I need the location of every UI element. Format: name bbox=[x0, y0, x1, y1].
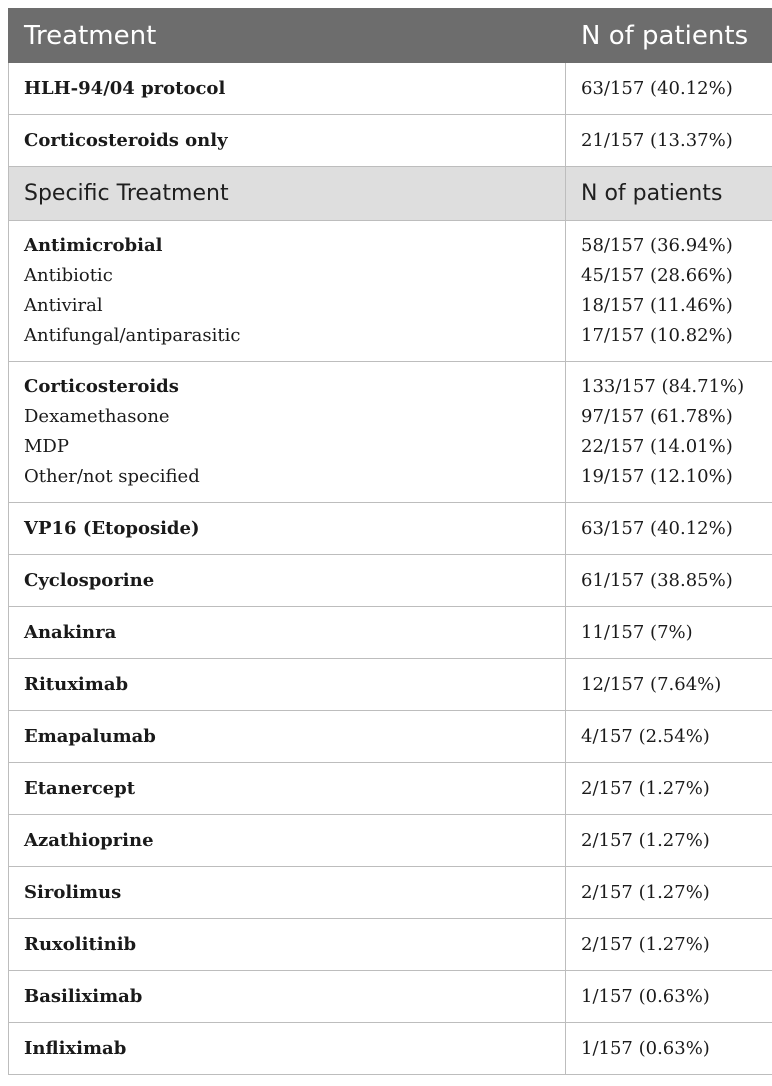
row-label: Cyclosporine bbox=[9, 555, 566, 607]
row-label: Rituximab bbox=[9, 659, 566, 711]
row-label: Ruxolitinib bbox=[9, 919, 566, 971]
row-label: Etanercept bbox=[9, 763, 566, 815]
table-row bbox=[9, 971, 772, 1023]
row-label: Sirolimus bbox=[9, 867, 566, 919]
group-title-value: 133/157 (84.71%) bbox=[581, 376, 745, 397]
header-n-patients: N of patients bbox=[566, 167, 772, 221]
row-label: Azathioprine bbox=[9, 815, 566, 867]
header-n-patients: N of patients bbox=[566, 9, 772, 63]
table-header-row bbox=[9, 9, 772, 63]
group-title: Corticosteroids bbox=[24, 376, 179, 397]
antimicrobial-group-row bbox=[9, 221, 772, 362]
table-row bbox=[9, 659, 772, 711]
row-label: HLH-94/04 protocol bbox=[9, 63, 566, 115]
row-value: 1/157 (0.63%) bbox=[566, 971, 772, 1023]
row-value: 4/157 (2.54%) bbox=[566, 711, 772, 763]
table-row bbox=[9, 867, 772, 919]
row-value: 21/157 (13.37%) bbox=[566, 115, 772, 167]
treatment-table bbox=[8, 8, 772, 1075]
row-value: 2/157 (1.27%) bbox=[566, 867, 772, 919]
group-item-label: Antifungal/antiparasitic bbox=[24, 325, 241, 346]
group-item-value: 22/157 (14.01%) bbox=[581, 436, 733, 457]
row-value: 63/157 (40.12%) bbox=[566, 63, 772, 115]
table-row bbox=[9, 711, 772, 763]
group-item-value: 17/157 (10.82%) bbox=[581, 325, 733, 346]
group-item-value: 19/157 (12.10%) bbox=[581, 466, 733, 487]
group-item-value: 45/157 (28.66%) bbox=[581, 265, 733, 286]
row-value: 63/157 (40.12%) bbox=[566, 503, 772, 555]
table-row bbox=[9, 115, 772, 167]
group-item-label: Dexamethasone bbox=[24, 406, 170, 427]
row-value: 2/157 (1.27%) bbox=[566, 919, 772, 971]
group-item-label: Antibiotic bbox=[24, 265, 113, 286]
group-item-label: MDP bbox=[24, 436, 69, 457]
row-label: VP16 (Etoposide) bbox=[9, 503, 566, 555]
group-title-value: 58/157 (36.94%) bbox=[581, 235, 733, 256]
table-row bbox=[9, 1023, 772, 1075]
group-title: Antimicrobial bbox=[24, 235, 163, 256]
group-item-label: Other/not specified bbox=[24, 466, 200, 487]
group-labels bbox=[9, 362, 566, 503]
row-label: Basiliximab bbox=[9, 971, 566, 1023]
table-row bbox=[9, 919, 772, 971]
row-value: 1/157 (0.63%) bbox=[566, 1023, 772, 1075]
table-row bbox=[9, 555, 772, 607]
group-labels bbox=[9, 221, 566, 362]
row-label: Corticosteroids only bbox=[9, 115, 566, 167]
table-row bbox=[9, 815, 772, 867]
row-value: 11/157 (7%) bbox=[566, 607, 772, 659]
group-values bbox=[566, 362, 772, 503]
row-label: Emapalumab bbox=[9, 711, 566, 763]
row-value: 2/157 (1.27%) bbox=[566, 815, 772, 867]
row-value: 61/157 (38.85%) bbox=[566, 555, 772, 607]
group-item-label: Antiviral bbox=[24, 295, 103, 316]
row-value: 2/157 (1.27%) bbox=[566, 763, 772, 815]
table-row bbox=[9, 763, 772, 815]
header-specific-treatment: Specific Treatment bbox=[9, 167, 566, 221]
header-treatment: Treatment bbox=[9, 9, 566, 63]
specific-treatment-header-row bbox=[9, 167, 772, 221]
table-row bbox=[9, 503, 772, 555]
table-row bbox=[9, 607, 772, 659]
group-item-value: 97/157 (61.78%) bbox=[581, 406, 733, 427]
row-value: 12/157 (7.64%) bbox=[566, 659, 772, 711]
row-label: Anakinra bbox=[9, 607, 566, 659]
group-item-value: 18/157 (11.46%) bbox=[581, 295, 733, 316]
row-label: Infliximab bbox=[9, 1023, 566, 1075]
corticosteroids-group-row bbox=[9, 362, 772, 503]
table-row bbox=[9, 63, 772, 115]
group-values bbox=[566, 221, 772, 362]
